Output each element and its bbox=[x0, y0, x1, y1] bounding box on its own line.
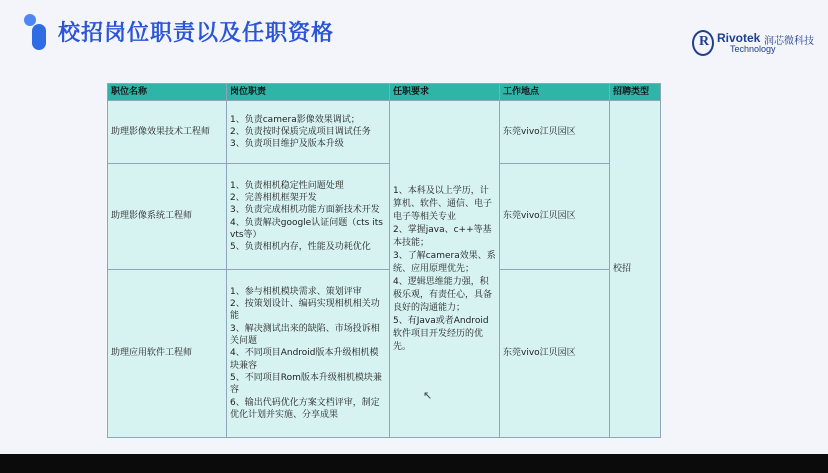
requirement-item: 5、有Java或者Android软件项目开发经历的优先。 bbox=[393, 315, 489, 352]
work-location: 东莞vivo江贝园区 bbox=[500, 270, 610, 438]
requirement-item: 3、了解camera效果、系统、应用原理优先； bbox=[393, 250, 496, 274]
duty-item: 4、负责解决google认证问题（cts its vts等） bbox=[230, 217, 383, 240]
duty-item: 2、按策划设计、编码实现相机相关功能 bbox=[230, 299, 380, 322]
duty-item: 6、输出代码优化方案文档评审，制定优化计划并实施、分享成果 bbox=[230, 397, 380, 420]
table-row bbox=[108, 164, 661, 270]
duty-item: 2、完善相机框架开发 bbox=[230, 192, 317, 203]
duty-item: 5、负责相机内存，性能及功耗优化 bbox=[230, 242, 371, 253]
duty-item: 2、负责按时保质完成项目调试任务 bbox=[230, 126, 371, 137]
duty-item: 3、解决测试出来的缺陷、市场投诉相关问题 bbox=[230, 323, 380, 347]
requirement-item: 1、本科及以上学历，计算机、软件、通信、电子电子等相关专业 bbox=[393, 185, 493, 222]
logo-mark-icon: R bbox=[692, 30, 714, 56]
table-row bbox=[108, 270, 661, 438]
duties-cell bbox=[227, 164, 390, 270]
requirement-item: 2、掌握java、c++等基本技能； bbox=[393, 224, 492, 248]
brand-blocks-icon bbox=[20, 14, 50, 50]
header-duties: 岗位职责 bbox=[227, 84, 390, 101]
duty-item: 1、参与相机模块需求、策划评审 bbox=[230, 286, 362, 297]
logo-brand-cn: 润芯微科技 bbox=[764, 36, 814, 47]
position-name: 助理影像效果技术工程师 bbox=[108, 101, 227, 164]
header-location: 工作地点 bbox=[500, 84, 610, 101]
duties-cell bbox=[227, 101, 390, 164]
work-location: 东莞vivo江贝园区 bbox=[500, 164, 610, 270]
company-logo bbox=[692, 30, 822, 62]
job-table bbox=[107, 83, 661, 438]
table-header-row bbox=[108, 84, 661, 101]
duty-item: 5、不同项目Rom版本升级相机模块兼容 bbox=[230, 372, 382, 396]
position-name: 助理应用软件工程师 bbox=[108, 270, 227, 438]
duties-cell bbox=[227, 270, 390, 438]
requirement-item: 4、逻辑思维能力强，积极乐观，有责任心，具备良好的沟通能力； bbox=[393, 276, 493, 313]
duty-item: 3、负责项目维护及版本升级 bbox=[230, 139, 344, 150]
logo-subtitle: Technology bbox=[730, 44, 776, 54]
position-name: 助理影像系统工程师 bbox=[108, 164, 227, 270]
duty-item: 1、负责camera影像效果调试； bbox=[230, 114, 360, 125]
work-location: 东莞vivo江贝园区 bbox=[500, 101, 610, 164]
requirements-cell bbox=[390, 101, 500, 438]
header-recruit-type: 招聘类型 bbox=[610, 84, 661, 101]
duty-item: 1、负责相机稳定性问题处理 bbox=[230, 180, 344, 191]
mouse-pointer-icon: ↖ bbox=[423, 389, 433, 402]
header-position: 职位名称 bbox=[108, 84, 227, 101]
screen-bottom-bar bbox=[0, 454, 828, 473]
header-requirements: 任职要求 bbox=[390, 84, 500, 101]
duty-item: 4、不同项目Android版本升级相机模块兼容 bbox=[230, 348, 379, 371]
table-row bbox=[108, 101, 661, 164]
logo-brand: Rivotek bbox=[717, 31, 761, 45]
duty-item: 3、负责完成相机功能方面新技术开发 bbox=[230, 205, 380, 216]
slide-title: 校招岗位职责以及任职资格 bbox=[58, 21, 335, 46]
recruit-type: 校招 bbox=[610, 101, 661, 438]
